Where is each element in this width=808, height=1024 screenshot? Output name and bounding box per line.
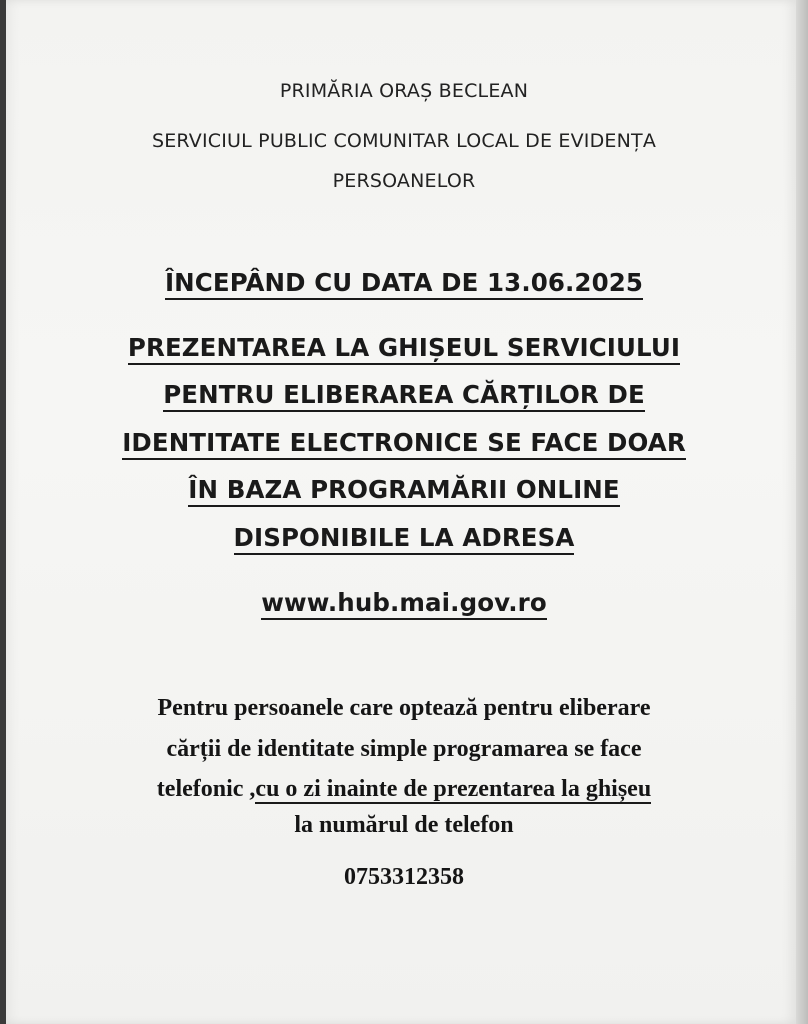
simple-id-line-3 — [0, 776, 808, 803]
phone-number: 0753312358 — [344, 864, 464, 890]
simple-id-line-3-prefix: telefonic , — [156, 776, 256, 802]
notice-line-2-text: PENTRU ELIBERAREA CĂRȚILOR DE — [163, 380, 645, 412]
notice-line-5-text: DISPONIBILE LA ADRESA — [234, 523, 575, 555]
notice-line-3-text: IDENTITATE ELECTRONICE SE FACE DOAR — [122, 428, 686, 460]
service-name-line1: SERVICIUL PUBLIC COMUNITAR LOCAL DE EVIDENȚA — [151, 130, 657, 152]
service-name-line2: PERSOANELOR — [332, 170, 476, 192]
notice-line-4 — [0, 475, 808, 504]
simple-id-line-1: Pentru persoanele care optează pentru eliberare — [157, 695, 651, 721]
notice-line-5 — [0, 523, 808, 552]
notice-line-4-text: ÎN BAZA PROGRAMĂRII ONLINE — [188, 475, 620, 507]
notice-line-1-text: PREZENTAREA LA GHIȘEUL SERVICIULUI — [128, 333, 680, 365]
effective-date — [0, 268, 808, 297]
simple-id-line-4: la numărul de telefon — [294, 812, 514, 838]
notice-line-3 — [0, 428, 808, 457]
simple-id-line-2: cărții de identitate simple programarea se face — [166, 736, 642, 762]
website-address — [0, 588, 808, 617]
notice-line-1 — [0, 333, 808, 362]
notice-line-2 — [0, 380, 808, 409]
website-link: www.hub.mai.gov.ro — [261, 588, 547, 620]
effective-date-text: ÎNCEPÂND CU DATA DE 13.06.2025 — [165, 268, 643, 300]
institution-name: PRIMĂRIA ORAȘ BECLEAN — [279, 80, 529, 102]
simple-id-line-3-underlined: cu o zi inainte de prezentarea la ghișeu — [255, 776, 652, 802]
